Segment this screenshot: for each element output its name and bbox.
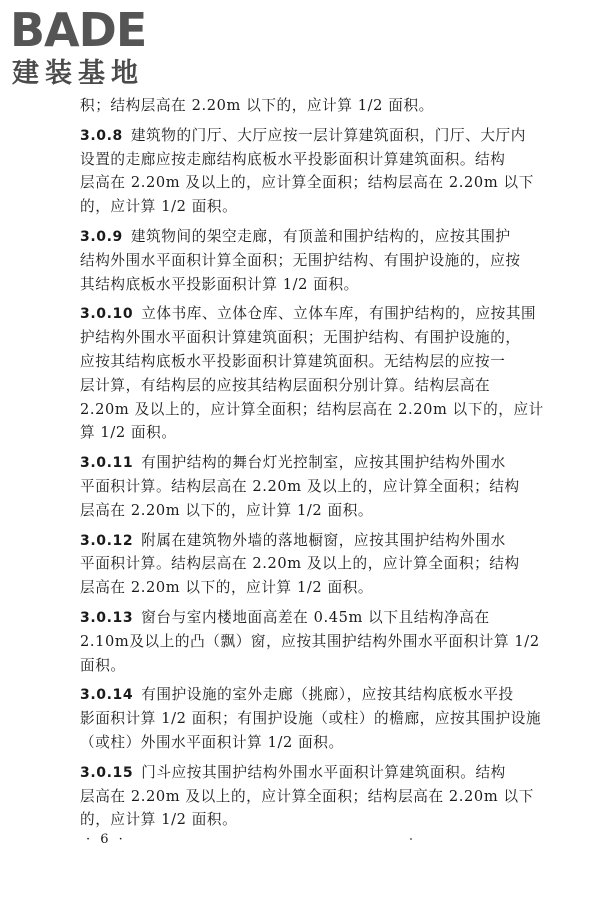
text-line [80, 225, 528, 249]
clause-text: 层高在 2.20m 以下的，应计算 1/2 面积。 [80, 579, 374, 597]
text-line [80, 451, 528, 475]
text-line [80, 654, 528, 678]
clause-paragraph [80, 225, 528, 296]
text-line [80, 374, 528, 398]
text-line [80, 171, 534, 195]
clause-paragraph [80, 761, 534, 832]
clause-text: 应按其结构底板水平投影面积计算建筑面积。无结构层的应按一 [80, 352, 506, 370]
text-line [80, 606, 528, 630]
clause-text: 的，应计算 1/2 面积。 [80, 198, 238, 216]
scan-speck [410, 838, 412, 840]
logo-chinese-name: 建装基地 [12, 58, 144, 89]
clause-text: 面积。 [80, 656, 126, 674]
text-line [80, 350, 528, 374]
document-body [80, 94, 544, 832]
clause-paragraph [80, 94, 528, 118]
text-line [80, 529, 528, 553]
clause-text: 护结构外围水平面积计算建筑面积；无围护结构、有围护设施的， [80, 329, 521, 347]
bade-logo [10, 4, 180, 92]
clause-number: 3.0.13 [80, 609, 134, 626]
clause-text: 有围护结构的舞台灯光控制室，应按其围护结构外围水 [141, 454, 506, 472]
clause-paragraph [80, 451, 528, 522]
clause-number: 3.0.9 [80, 228, 123, 245]
text-line [80, 249, 528, 273]
text-line [80, 731, 528, 755]
clause-number: 3.0.12 [80, 532, 134, 549]
text-line [80, 499, 528, 523]
text-line [80, 124, 528, 148]
clause-number: 3.0.11 [80, 455, 134, 472]
clause-number: 3.0.10 [80, 306, 134, 323]
clause-text: 附属在建筑物外墙的落地橱窗，应按其围护结构外围水 [141, 531, 506, 549]
clause-text: 积；结构层高在 2.20m 以下的，应计算 1/2 面积。 [80, 97, 434, 114]
clause-text: 建筑物间的架空走廊，有顶盖和围护结构的，应按其围护 [130, 227, 511, 245]
clause-text: 设置的走廊应按走廊结构底板水平投影面积计算建筑面积。结构 [80, 150, 506, 168]
clause-text: 门斗应按其围护结构外围水平面积计算建筑面积。结构 [141, 763, 506, 781]
clause-paragraph [80, 302, 544, 445]
text-line [80, 148, 528, 172]
text-line [80, 302, 537, 326]
clause-text: 结构外围水平面积计算全面积；无围护结构、有围护设施的，应按 [80, 251, 521, 269]
text-line [80, 761, 528, 785]
clause-paragraph [80, 124, 534, 219]
text-line [80, 683, 528, 707]
clause-text: 平面积计算。结构层高在 2.20m 及以上的，应计算全面积；结构 [80, 477, 520, 495]
logo-wordmark: BADE [10, 3, 147, 57]
page-number: · 6 · [86, 832, 126, 847]
text-line [80, 421, 528, 445]
clause-text: 2.20m 及以上的，应计算全面积；结构层高在 2.20m 以下的，应计 [80, 400, 544, 418]
clause-text: （或柱）外围水平面积计算 1/2 面积。 [80, 733, 344, 751]
text-line [80, 398, 544, 422]
clause-number: 3.0.14 [80, 687, 134, 704]
text-line [80, 326, 528, 350]
clause-paragraph [80, 529, 528, 600]
text-line [80, 273, 528, 297]
text-line [80, 808, 528, 832]
text-line [80, 576, 528, 600]
clause-text: 窗台与室内楼地面高差在 0.45m 以下且结构净高在 [141, 608, 490, 626]
clause-paragraph [80, 606, 540, 677]
clause-text: 2.10m及以上的凸（飘）窗，应按其围护结构外围水平面积计算 1/2 [80, 632, 540, 650]
clause-text: 层计算，有结构层的应按其结构层面积分别计算。结构层高在 [80, 376, 491, 394]
clause-text: 立体书库、立体仓库、立体车库，有围护结构的，应按其围 [141, 305, 537, 323]
text-line [80, 552, 528, 576]
clause-text: 其结构底板水平投影面积计算 1/2 面积。 [80, 275, 359, 293]
clause-text: 影面积计算 1/2 面积；有围护设施（或柱）的檐廊，应按其围护设施 [80, 710, 542, 728]
text-line [80, 94, 528, 118]
text-line [80, 785, 534, 809]
text-line [80, 630, 540, 654]
clause-text: 平面积计算。结构层高在 2.20m 及以上的，应计算全面积；结构 [80, 555, 520, 573]
clause-text: 层高在 2.20m 以下的，应计算 1/2 面积。 [80, 501, 374, 519]
clause-text: 建筑物的门厅、大厅应按一层计算建筑面积，门厅、大厅内 [130, 126, 526, 144]
clause-text: 层高在 2.20m 及以上的，应计算全面积；结构层高在 2.20m 以下 [80, 787, 534, 805]
clause-number: 3.0.8 [80, 127, 123, 144]
clause-paragraph [80, 683, 542, 754]
clause-text: 的，应计算 1/2 面积。 [80, 811, 238, 829]
text-line [80, 475, 528, 499]
clause-text: 算 1/2 面积。 [80, 424, 177, 442]
clause-text: 有围护设施的室外走廊（挑廊），应按其结构底板水平投 [141, 686, 514, 704]
text-line [80, 707, 542, 731]
clause-text: 层高在 2.20m 及以上的，应计算全面积；结构层高在 2.20m 以下 [80, 174, 534, 192]
clause-number: 3.0.15 [80, 764, 134, 781]
text-line [80, 195, 528, 219]
